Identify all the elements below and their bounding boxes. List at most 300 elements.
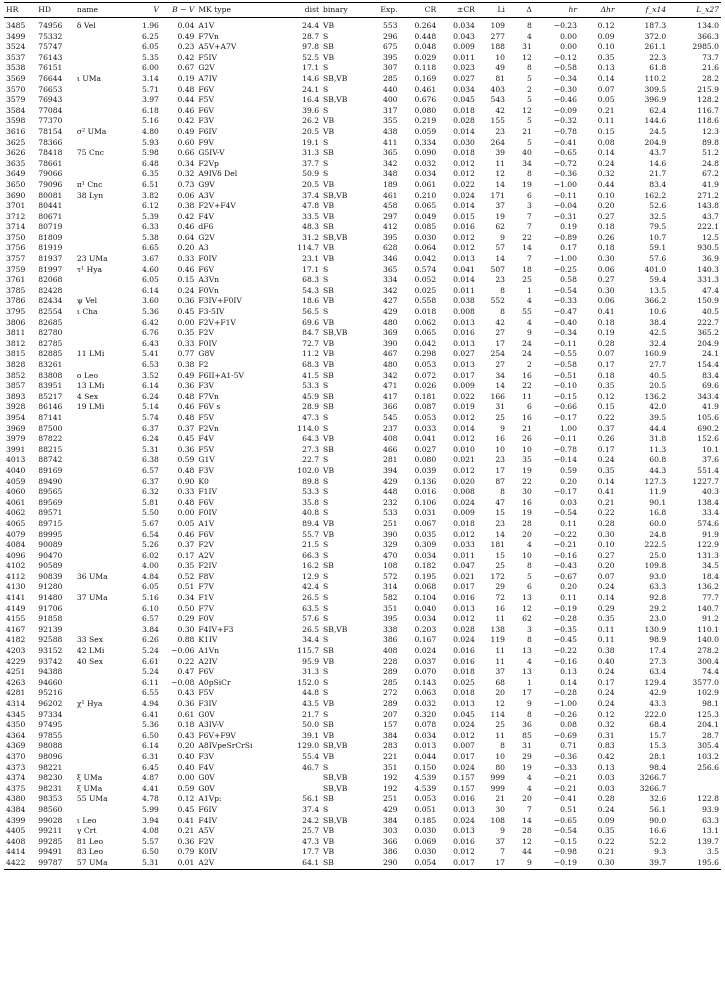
cell-hr: 3991 bbox=[6, 444, 26, 454]
cell-li: 47 bbox=[495, 497, 505, 507]
cell-hr-ratio: −0.11 bbox=[553, 190, 577, 200]
cell-hr-ratio: −1.00 bbox=[553, 179, 577, 189]
cell-name bbox=[75, 424, 131, 435]
cell-li: 19 bbox=[495, 211, 505, 221]
cell-li: 31 bbox=[495, 402, 505, 412]
cell-exp: 675 bbox=[383, 42, 398, 52]
cell-exp: 307 bbox=[383, 63, 398, 73]
cell-cr-err: 0.028 bbox=[453, 116, 475, 126]
cell-hr-ratio: 0.71 bbox=[560, 741, 577, 751]
cell-bv: 0.34 bbox=[177, 158, 195, 168]
table-row bbox=[4, 731, 721, 742]
cell-fx14: 57.6 bbox=[649, 254, 667, 264]
cell-bv: 0.64 bbox=[177, 232, 195, 242]
cell-bv: 0.36 bbox=[177, 296, 195, 306]
cell-delta: 24 bbox=[522, 349, 532, 359]
cell-v: 6.02 bbox=[141, 550, 159, 560]
cell-hr-ratio: −0.04 bbox=[553, 201, 577, 211]
cell-binary: VB bbox=[323, 529, 335, 539]
cell-hr-ratio: −0.14 bbox=[553, 455, 577, 465]
cell-binary: S bbox=[323, 497, 329, 507]
cell-v: 6.65 bbox=[141, 243, 159, 253]
cell-binary: VB bbox=[323, 21, 335, 30]
cell-dist: 68.3 bbox=[302, 275, 320, 285]
cell-lx27: 24.1 bbox=[702, 349, 719, 359]
cell-lx27: 28.7 bbox=[702, 730, 719, 740]
cell-li: 20 bbox=[495, 688, 505, 698]
cell-cr: 0.027 bbox=[414, 444, 437, 454]
cell-exp: 366 bbox=[383, 402, 398, 412]
cell-hr-ratio: −0.25 bbox=[553, 264, 577, 274]
cell-cr-err: 0.027 bbox=[453, 349, 475, 359]
cell-name: 37 UMa bbox=[76, 593, 108, 603]
cell-bv: 0.33 bbox=[177, 487, 195, 497]
cell-lx27: 67.2 bbox=[702, 169, 719, 179]
cell-cr: 0.195 bbox=[414, 571, 437, 581]
cell-binary: SB bbox=[323, 561, 334, 571]
cell-bv: 0.45 bbox=[177, 804, 195, 814]
cell-li: 11 bbox=[495, 730, 505, 740]
cell-hd: 99491 bbox=[38, 847, 63, 857]
cell-delta: 7 bbox=[527, 211, 532, 221]
cell-hd: 82428 bbox=[38, 285, 63, 295]
cell-li: 42 bbox=[495, 317, 505, 327]
cell-bv: 0.46 bbox=[177, 264, 195, 274]
cell-lx27: 136.2 bbox=[697, 582, 719, 592]
cell-hr: 4229 bbox=[6, 656, 26, 666]
cell-delta: 12 bbox=[522, 52, 532, 62]
cell-hd: 80719 bbox=[38, 222, 63, 232]
cell-bv: 0.20 bbox=[177, 243, 195, 253]
cell-name bbox=[75, 688, 131, 699]
cell-delta-hr: 0.26 bbox=[597, 232, 615, 242]
cell-mk-type: K0 bbox=[198, 476, 209, 486]
cell-hr: 4155 bbox=[6, 614, 26, 624]
cell-v: 6.18 bbox=[141, 105, 159, 115]
cell-mk-type: F3V bbox=[198, 116, 214, 126]
cell-mk-type: K0IV bbox=[198, 847, 218, 857]
cell-hr: 3857 bbox=[6, 381, 26, 391]
cell-delta: 6 bbox=[527, 190, 532, 200]
cell-li: 11 bbox=[495, 646, 505, 656]
cell-bv: 0.00 bbox=[177, 773, 195, 783]
cell-delta: 10 bbox=[522, 550, 532, 560]
cell-hr-ratio: −0.30 bbox=[553, 84, 577, 94]
cell-dist: 22.7 bbox=[302, 455, 320, 465]
cell-cr-err: 0.030 bbox=[453, 137, 475, 147]
cell-binary: VB bbox=[323, 656, 335, 666]
cell-delta: 12 bbox=[522, 105, 532, 115]
cell-bv: 0.12 bbox=[177, 794, 195, 804]
cell-delta-hr: 0.11 bbox=[597, 624, 615, 634]
cell-hd: 82554 bbox=[38, 307, 63, 317]
cell-binary: SB,VB bbox=[323, 773, 348, 783]
table-row bbox=[4, 530, 721, 541]
cell-delta-hr: 0.42 bbox=[597, 751, 615, 761]
cell-cr: 0.053 bbox=[414, 360, 437, 369]
cell-fx14: 92.8 bbox=[649, 593, 667, 603]
cell-li: 10 bbox=[495, 444, 505, 454]
cell-binary: VB bbox=[323, 317, 335, 327]
cell-fx14: 17.4 bbox=[649, 646, 667, 656]
table-row bbox=[4, 816, 721, 827]
cell-hr-ratio: −0.36 bbox=[553, 751, 577, 761]
table-row bbox=[4, 254, 721, 265]
cell-name: χ¹ Hya bbox=[76, 699, 103, 708]
table-row bbox=[4, 201, 721, 212]
table-row bbox=[4, 561, 721, 572]
cell-fx14: 28.1 bbox=[649, 751, 667, 761]
cell-hr-ratio: −0.09 bbox=[553, 105, 577, 115]
cell-hr: 3969 bbox=[6, 423, 26, 433]
table-row bbox=[4, 508, 721, 519]
cell-hr: 4375 bbox=[6, 783, 26, 793]
cell-delta-hr: 0.41 bbox=[597, 307, 615, 317]
cell-hr: 3750 bbox=[6, 232, 26, 242]
cell-cr-err: 0.021 bbox=[453, 455, 475, 465]
cell-mk-type: A2IV bbox=[198, 656, 218, 666]
cell-cr: 0.574 bbox=[414, 264, 437, 274]
cell-hd: 78154 bbox=[38, 126, 63, 136]
cell-hr-ratio: 0.19 bbox=[560, 222, 577, 232]
cell-cr-err: 0.019 bbox=[453, 402, 475, 412]
table-row bbox=[4, 826, 721, 837]
cell-dist: 50.0 bbox=[302, 720, 320, 730]
cell-exp: 283 bbox=[383, 741, 398, 751]
cell-lx27: 36.9 bbox=[702, 254, 719, 264]
cell-dist: 21.7 bbox=[302, 709, 320, 719]
cell-delta: 8 bbox=[527, 561, 532, 571]
cell-cr-err: 0.012 bbox=[453, 614, 475, 624]
cell-lx27: 18.4 bbox=[702, 571, 719, 581]
cell-name bbox=[75, 63, 131, 74]
cell-exp: 285 bbox=[383, 73, 398, 83]
cell-hr: 3756 bbox=[6, 243, 26, 253]
cell-hd: 89715 bbox=[38, 518, 63, 528]
cell-v: 4.60 bbox=[141, 264, 159, 274]
cell-dist: 64.1 bbox=[282, 858, 321, 869]
cell-cr: 0.080 bbox=[414, 455, 437, 465]
cell-mk-type: A1Vn bbox=[198, 646, 220, 656]
cell-delta: 7 bbox=[527, 804, 532, 814]
cell-v: 6.42 bbox=[141, 317, 159, 327]
cell-cr: 0.048 bbox=[414, 42, 437, 52]
cell-binary: S bbox=[323, 487, 329, 497]
table-row bbox=[4, 837, 721, 848]
cell-bv: 0.46 bbox=[177, 402, 195, 412]
cell-delta-hr: 0.14 bbox=[597, 593, 615, 603]
cell-hd: 89490 bbox=[38, 476, 63, 486]
cell-exp: 582 bbox=[383, 593, 398, 603]
cell-hr: 3714 bbox=[6, 222, 26, 232]
cell-dist: 12.9 bbox=[302, 571, 320, 581]
cell-dist: 114.7 bbox=[297, 243, 320, 253]
cell-hd: 98096 bbox=[38, 751, 63, 761]
cell-cr-err: 0.016 bbox=[453, 593, 475, 603]
cell-cr: 0.182 bbox=[414, 561, 437, 571]
cell-dist: 43.5 bbox=[302, 699, 320, 708]
cell-cr-err: 0.011 bbox=[453, 285, 475, 295]
cell-delta: 30 bbox=[522, 487, 532, 497]
cell-hd: 88215 bbox=[38, 444, 63, 454]
cell-fx14: 396.9 bbox=[644, 95, 667, 105]
cell-delta-hr: 0.31 bbox=[597, 730, 615, 740]
cell-hr: 3499 bbox=[6, 31, 26, 41]
cell-v: 6.05 bbox=[141, 582, 159, 592]
cell-lx27: 551.4 bbox=[697, 465, 719, 475]
cell-delta: 8 bbox=[527, 63, 532, 73]
cell-mk-type: F3V bbox=[198, 465, 214, 475]
cell-lx27: 122.9 bbox=[697, 540, 719, 550]
table-row bbox=[4, 53, 721, 64]
cell-cr-err: 0.016 bbox=[453, 328, 475, 338]
cell-cr: 0.053 bbox=[414, 794, 437, 804]
cell-cr-err: 0.018 bbox=[453, 667, 475, 677]
cell-lx27: 138.4 bbox=[697, 497, 719, 507]
cell-cr-err: 0.014 bbox=[453, 275, 475, 285]
cell-dist: 52.5 bbox=[302, 52, 320, 62]
cell-v: 4.78 bbox=[141, 794, 159, 804]
cell-li: 114 bbox=[490, 709, 505, 719]
cell-name bbox=[75, 222, 131, 233]
cell-cr-err: 0.013 bbox=[453, 603, 475, 613]
cell-delta-hr: 0.09 bbox=[597, 815, 615, 825]
cell-hd: 94388 bbox=[38, 667, 63, 677]
cell-fx14: 10.7 bbox=[649, 232, 667, 242]
cell-name: 4 Sex bbox=[76, 391, 99, 401]
table-row bbox=[4, 752, 721, 763]
cell-hr: 4061 bbox=[6, 497, 26, 507]
cell-mk-type: F6V bbox=[198, 529, 214, 539]
cell-mk-type: F4IV+F3 bbox=[198, 624, 234, 634]
cell-binary: SB,VB bbox=[323, 741, 348, 751]
cell-dist: 37.4 bbox=[302, 804, 320, 814]
cell-exp: 351 bbox=[383, 603, 398, 613]
cell-hr: 4414 bbox=[6, 847, 26, 857]
cell-cr-err: 0.012 bbox=[453, 465, 475, 475]
cell-mk-type: F3V bbox=[198, 751, 214, 761]
cell-exp: 251 bbox=[383, 794, 398, 804]
cell-dist: 40.8 bbox=[302, 508, 320, 518]
cell-hr-ratio: −0.67 bbox=[553, 571, 577, 581]
cell-delta-hr: 0.41 bbox=[597, 487, 615, 497]
cell-delta-hr: 0.03 bbox=[597, 773, 615, 783]
cell-v: 6.12 bbox=[141, 201, 159, 211]
cell-li: 11 bbox=[495, 614, 505, 624]
cell-dist: 28.7 bbox=[302, 31, 320, 41]
cell-hr-ratio: −0.21 bbox=[553, 783, 577, 793]
cell-bv: 0.48 bbox=[177, 465, 195, 475]
cell-hd: 91280 bbox=[38, 582, 63, 592]
cell-name: δ Vel bbox=[76, 21, 96, 30]
table-row bbox=[4, 593, 721, 604]
cell-cr: 0.106 bbox=[414, 497, 437, 507]
cell-delta-hr: 0.28 bbox=[597, 794, 615, 804]
cell-cr: 0.143 bbox=[414, 677, 437, 687]
cell-binary: SB bbox=[323, 148, 334, 158]
cell-v: 6.24 bbox=[141, 391, 159, 401]
cell-hr-ratio: −0.98 bbox=[553, 847, 577, 857]
cell-exp: 251 bbox=[383, 518, 398, 528]
cell-bv: 0.46 bbox=[177, 105, 195, 115]
cell-mk-type: A1V bbox=[198, 21, 215, 30]
cell-cr-err: 0.157 bbox=[453, 773, 475, 783]
col-header-binary: binary bbox=[321, 3, 368, 18]
cell-fx14: 39.5 bbox=[649, 412, 667, 422]
cell-cr-err: 0.013 bbox=[453, 254, 475, 264]
cell-hr: 4369 bbox=[6, 741, 26, 751]
cell-exp: 289 bbox=[383, 699, 398, 708]
cell-delta: 14 bbox=[522, 243, 532, 253]
cell-lx27: 574.6 bbox=[697, 518, 719, 528]
cell-fx14: 39.7 bbox=[617, 858, 669, 869]
cell-delta-hr: 0.17 bbox=[597, 677, 615, 687]
cell-name bbox=[75, 201, 131, 212]
cell-v: 6.25 bbox=[141, 31, 159, 41]
cell-binary: S bbox=[323, 105, 329, 115]
cell-delta: 19 bbox=[522, 762, 532, 772]
cell-name bbox=[75, 169, 131, 180]
cell-fx14: 29.2 bbox=[649, 603, 667, 613]
cell-bv: 0.48 bbox=[177, 412, 195, 422]
cell-mk-type: A5V+A7V bbox=[198, 42, 237, 52]
cell-v: 5.26 bbox=[141, 540, 159, 550]
xray-source-table bbox=[4, 2, 721, 870]
col-header-mk-type: MK type bbox=[196, 3, 282, 18]
cell-dist: 37.7 bbox=[302, 158, 320, 168]
cell-li: 27 bbox=[495, 328, 505, 338]
cell-v: 6.76 bbox=[141, 328, 159, 338]
cell-fx14: 52.2 bbox=[649, 836, 667, 846]
cell-hr: 3828 bbox=[6, 360, 26, 369]
cell-binary: S bbox=[323, 550, 329, 560]
table-row bbox=[4, 222, 721, 233]
cell-delta: 5 bbox=[527, 571, 532, 581]
cell-fx14: 27.3 bbox=[649, 656, 667, 666]
cell-delta: 20 bbox=[522, 794, 532, 804]
table-row bbox=[4, 318, 721, 329]
cell-fx14: 32.4 bbox=[649, 338, 667, 348]
cell-dist: 11.2 bbox=[302, 349, 320, 359]
cell-delta: 44 bbox=[522, 847, 532, 857]
cell-exp: 365 bbox=[383, 264, 398, 274]
cell-fx14: 14.6 bbox=[649, 158, 667, 168]
cell-fx14: 25.0 bbox=[649, 550, 667, 560]
cell-hr: 4263 bbox=[6, 677, 26, 687]
table-row bbox=[4, 21, 721, 32]
cell-name bbox=[75, 455, 131, 466]
cell-v: 6.50 bbox=[141, 730, 159, 740]
cell-li: 37 bbox=[495, 201, 505, 211]
table-row bbox=[4, 688, 721, 699]
cell-v: 6.55 bbox=[141, 688, 159, 698]
cell-mk-type: F5V bbox=[198, 444, 214, 454]
cell-li: 17 bbox=[495, 338, 505, 348]
cell-cr: 0.032 bbox=[414, 699, 437, 708]
cell-mk-type: F4V bbox=[198, 762, 214, 772]
cell-binary: SB bbox=[323, 646, 334, 656]
cell-fx14: 16.8 bbox=[649, 508, 667, 518]
cell-cr-err: 0.013 bbox=[453, 804, 475, 814]
cell-hr: 3570 bbox=[6, 84, 26, 94]
cell-mk-type: F0IV bbox=[198, 254, 217, 264]
cell-delta: 1 bbox=[527, 285, 532, 295]
cell-lx27: 140.3 bbox=[697, 264, 719, 274]
cell-v: 6.37 bbox=[141, 476, 159, 486]
cell-hd: 91480 bbox=[38, 593, 63, 603]
cell-bv: 0.43 bbox=[177, 730, 195, 740]
cell-hr: 3893 bbox=[6, 391, 26, 401]
cell-v: 6.32 bbox=[141, 487, 159, 497]
cell-hr: 4405 bbox=[6, 826, 26, 836]
cell-cr-err: 0.015 bbox=[453, 211, 475, 221]
cell-exp: 157 bbox=[383, 720, 398, 730]
cell-v: 3.52 bbox=[141, 370, 159, 380]
cell-li: 181 bbox=[490, 540, 505, 550]
cell-binary: S bbox=[323, 264, 329, 274]
cell-delta-hr: 0.24 bbox=[597, 804, 615, 814]
cell-bv: 0.35 bbox=[177, 328, 195, 338]
cell-hd: 83951 bbox=[38, 381, 63, 391]
cell-delta-hr: 0.11 bbox=[597, 635, 615, 645]
cell-hd: 75747 bbox=[38, 42, 63, 52]
cell-delta-hr: 0.18 bbox=[597, 222, 615, 232]
col-header-li: Li bbox=[477, 3, 507, 18]
cell-delta: 4 bbox=[527, 296, 532, 306]
cell-hr: 4013 bbox=[6, 455, 26, 465]
cell-lx27: 103.2 bbox=[697, 751, 719, 761]
cell-dist: 18.6 bbox=[302, 296, 320, 306]
cell-dist: 84.7 bbox=[302, 328, 320, 338]
cell-dist: 115.7 bbox=[297, 646, 320, 656]
cell-lx27: 34.5 bbox=[702, 561, 719, 571]
cell-delta-hr: 0.21 bbox=[597, 847, 615, 857]
cell-hd: 95216 bbox=[38, 688, 63, 698]
cell-cr-err: 0.047 bbox=[453, 561, 475, 571]
table-row bbox=[4, 371, 721, 382]
cell-name bbox=[75, 360, 131, 371]
cell-fx14: 23.0 bbox=[649, 614, 667, 624]
cell-cr-err: 0.012 bbox=[453, 232, 475, 242]
cell-bv: 0.06 bbox=[177, 190, 195, 200]
cell-hr: 3537 bbox=[6, 52, 26, 62]
cell-hd: 85217 bbox=[38, 391, 63, 401]
cell-hd: 82785 bbox=[38, 338, 63, 348]
cell-fx14: 98.9 bbox=[649, 635, 667, 645]
cell-cr: 0.053 bbox=[414, 412, 437, 422]
cell-delta-hr: 0.09 bbox=[597, 31, 615, 41]
cell-v: 6.00 bbox=[141, 63, 159, 73]
cell-exp: 207 bbox=[383, 709, 398, 719]
cell-lx27: 89.8 bbox=[702, 137, 719, 147]
cell-lx27: 77.7 bbox=[702, 593, 719, 603]
table-row bbox=[4, 540, 721, 551]
cell-hr: 3625 bbox=[6, 137, 26, 147]
cell-v: 3.14 bbox=[141, 73, 159, 83]
cell-lx27: 152.6 bbox=[697, 434, 719, 444]
cell-mk-type: F6IV bbox=[198, 804, 217, 814]
cell-binary: S bbox=[323, 158, 329, 168]
cell-v: 6.57 bbox=[141, 465, 159, 475]
cell-name: 55 UMa bbox=[76, 794, 108, 804]
cell-dist: 16.4 bbox=[302, 95, 320, 105]
cell-cr-err: 0.009 bbox=[453, 42, 475, 52]
cell-binary: S bbox=[323, 603, 329, 613]
cell-cr-err: 0.157 bbox=[453, 783, 475, 793]
cell-v: 5.50 bbox=[141, 508, 159, 518]
cell-delta-hr: 0.07 bbox=[597, 571, 615, 581]
cell-bv: 0.59 bbox=[177, 455, 195, 465]
